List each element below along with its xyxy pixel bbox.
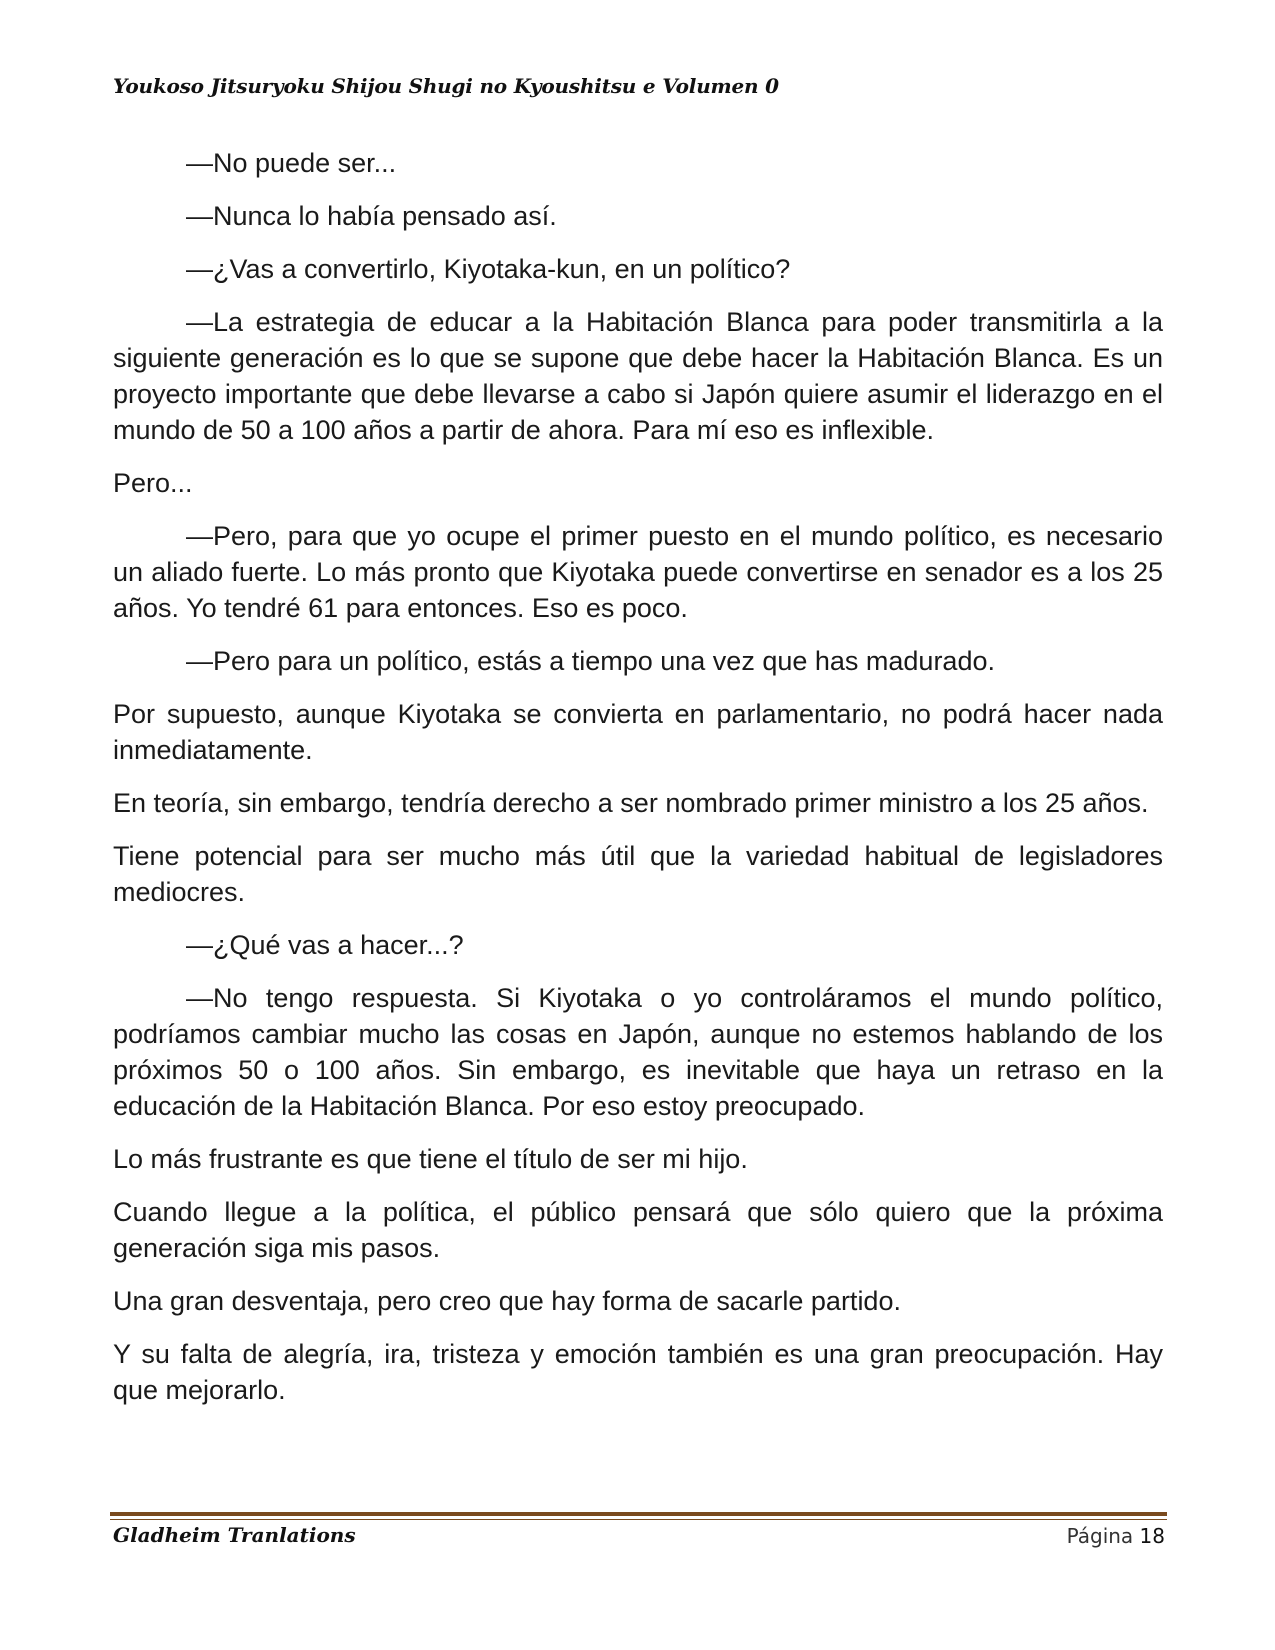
footer-divider-thin	[110, 1519, 1167, 1520]
paragraph: Pero...	[113, 468, 193, 498]
paragraph: Y su falta de alegría, ira, tristeza y emoción también es una gran preocupación. Hay que mejorarlo.	[113, 1339, 1163, 1405]
paragraph: —Pero para un político, estás a tiempo una vez que has madurado.	[186, 646, 995, 676]
paragraph: —Pero, para que yo ocupe el primer puesto en el mundo político, es necesario un aliado fuerte. Lo más pronto que Kiyotaka puede convertirse en senador es a los 25 años. Yo tendré 61 para entonces. Eso es poco.	[113, 521, 1163, 623]
paragraph: —La estrategia de educar a la Habitación Blanca para poder transmitirla a la siguiente generación es lo que se supone que debe hacer la Habitación Blanca. Es un proyecto importante que debe llevarse a cabo si Japón quiere asumir el liderazgo en el mundo de 50 a 100 años a partir de ahora. Para mí eso es inflexible.	[113, 307, 1163, 445]
paragraph: —¿Qué vas a hacer...?	[186, 930, 464, 960]
footer-credit: Gladheim Tranlations	[113, 1523, 356, 1547]
paragraph: Por supuesto, aunque Kiyotaka se convierta en parlamentario, no podrá hacer nada inmediatamente.	[113, 699, 1163, 765]
page-number-value: 18	[1139, 1524, 1165, 1548]
page-number	[1067, 1524, 1165, 1548]
paragraph: Lo más frustrante es que tiene el título de ser mi hijo.	[113, 1144, 748, 1174]
paragraph: —¿Vas a convertirlo, Kiyotaka-kun, en un político?	[186, 254, 791, 284]
paragraph: Tiene potencial para ser mucho más útil que la variedad habitual de legisladores mediocres.	[113, 841, 1163, 907]
page-body	[113, 145, 1163, 1425]
running-header: Youkoso Jitsuryoku Shijou Shugi no Kyoushitsu e Volumen 0	[113, 74, 779, 98]
page-label: Página	[1066, 1524, 1134, 1548]
footer-divider	[110, 1512, 1167, 1516]
paragraph: —No puede ser...	[186, 148, 397, 178]
paragraph: —Nunca lo había pensado así.	[186, 201, 557, 231]
paragraph: En teoría, sin embargo, tendría derecho a ser nombrado primer ministro a los 25 años.	[113, 788, 1149, 818]
paragraph: Una gran desventaja, pero creo que hay forma de sacarle partido.	[113, 1286, 901, 1316]
paragraph: Cuando llegue a la política, el público pensará que sólo quiero que la próxima generación siga mis pasos.	[113, 1197, 1163, 1263]
paragraph: —No tengo respuesta. Si Kiyotaka o yo controláramos el mundo político, podríamos cambiar mucho las cosas en Japón, aunque no estemos hablando de los próximos 50 o 100 años. Sin embargo, es inevitable que haya un retraso en la educación de la Habitación Blanca. Por eso estoy preocupado.	[113, 983, 1163, 1121]
